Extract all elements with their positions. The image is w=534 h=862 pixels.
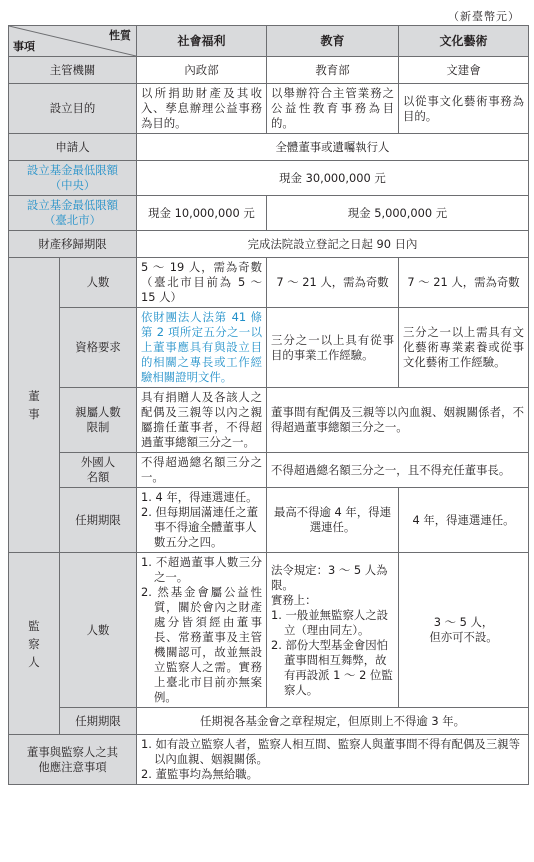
qualification-social: 依財團法人法第 41 條第 2 項所定五分之一以上董事應具有與設立目的相關之專長或工作經驗相關證明文件。 [137, 308, 267, 388]
supervisor-edu-list [271, 608, 394, 698]
purpose-education: 以舉辦符合主管業務之公益性教育事務為目的。 [267, 84, 399, 134]
column-header-education: 教育 [267, 26, 399, 57]
table-row [9, 388, 529, 453]
row-label-foreigners [60, 453, 137, 488]
foreigners-label-line2: 名額 [86, 470, 110, 484]
director-count-culture: 7 ～ 21 人，需為奇數 [399, 258, 529, 308]
foundation-comparison-table [8, 25, 529, 785]
list-item: 2. 然基金會屬公益性質，關於會內之財產處分皆須經由董事長、常務董事及主管機關認可，故並無設立監察人之需。實務上臺北市目前亦無案例。 [141, 585, 262, 704]
supervisor-count-social-list [141, 555, 262, 705]
supervisor-count-education [267, 553, 399, 708]
table-row [9, 161, 529, 196]
relatives-label-line1: 親屬人數 [75, 405, 121, 419]
supervisors-label-char1: 監 [28, 618, 40, 633]
min-fund-taipei-label-line2: （臺北市） [44, 213, 101, 227]
notes-value [137, 735, 529, 785]
row-label-qualification: 資格要求 [60, 308, 137, 388]
director-term-social-list [141, 490, 262, 550]
authority-education: 教育部 [267, 57, 399, 84]
currency-unit-note: （新臺幣元） [448, 10, 520, 23]
table-row [9, 231, 529, 258]
relatives-social: 具有捐贈人及各該人之配偶及三親等以內之親屬擔任董事者，不得超過董事總額三分之一。 [137, 388, 267, 453]
min-fund-central-label-line2: （中央） [49, 178, 96, 192]
row-label-supervisor-count: 人數 [60, 553, 137, 708]
foreigners-other: 不得超過總名額三分之一，且不得充任董事長。 [267, 453, 529, 488]
table-row [9, 453, 529, 488]
row-label-applicant: 申請人 [9, 134, 137, 161]
min-fund-taipei-other: 現金 5,000,000 元 [267, 196, 529, 231]
min-fund-taipei-label-line1: 設立基金最低限額 [26, 198, 119, 212]
corner-nature-label: 性質 [109, 29, 131, 42]
list-item: 1. 4 年，得連選連任。 [141, 490, 258, 504]
relatives-other: 董事間有配偶及三親等以內血親、姻親關係者，不得超過董事總額三分之一。 [267, 388, 529, 453]
transfer-value: 完成法院設立登記之日起 90 日內 [137, 231, 529, 258]
group-label-supervisors [9, 553, 60, 735]
notes-list [141, 737, 524, 782]
director-term-education: 最高不得逾 4 年，得連選連任。 [267, 488, 399, 553]
director-count-education: 7 ～ 21 人，需為奇數 [267, 258, 399, 308]
qualification-culture: 三分之一以上需具有文化藝術專業素養或從事文化藝術工作經驗。 [399, 308, 529, 388]
directors-label-char2: 事 [28, 407, 40, 421]
list-item: 2. 部份大型基金會因怕董事間相互舞弊，故有再設派 1 ～ 2 位監察人。 [271, 637, 393, 697]
row-label-director-term: 任期期限 [60, 488, 137, 553]
table-row [9, 735, 529, 785]
foreigners-social: 不得超過總名額三分之一。 [137, 453, 267, 488]
supervisors-label-char3: 人 [28, 654, 40, 669]
relatives-label-line2: 限制 [86, 420, 110, 434]
table-row [9, 134, 529, 161]
row-label-purpose: 設立目的 [9, 84, 137, 134]
group-label-directors [9, 258, 60, 553]
table-row [9, 553, 529, 708]
list-item: 2. 但每期屆滿連任之董事不得逾全體董事人數五分之四。 [141, 505, 259, 549]
corner-header-cell [9, 26, 137, 57]
table-row [9, 84, 529, 134]
column-header-social-welfare: 社會福利 [137, 26, 267, 57]
table-row [9, 258, 529, 308]
table-row [9, 196, 529, 231]
list-item: 2. 董監事均為無給職。 [141, 767, 259, 781]
directors-label-char1: 董 [28, 389, 40, 403]
corner-item-label: 事項 [13, 40, 35, 53]
list-item: 1. 不超過董事人數三分之一。 [141, 555, 262, 584]
notes-label-line1: 董事與監察人之其 [26, 744, 119, 759]
applicant-value: 全體董事或遺囑執行人 [137, 134, 529, 161]
row-label-supervisor-term: 任期期限 [60, 708, 137, 735]
supervisor-culture-line1: 3 ～ 5 人， [433, 615, 494, 629]
director-term-social [137, 488, 267, 553]
supervisor-edu-legal: 法令規定：3 ～ 5 人為限。 [271, 562, 388, 592]
qualification-education: 三分之一以上具有從事目的事業工作經驗。 [267, 308, 399, 388]
table-row [9, 308, 529, 388]
list-item: 1. 一般並無監察人之設立（理由同左）。 [271, 607, 389, 637]
supervisor-culture-line2: 但亦可不設。 [429, 630, 498, 644]
supervisor-count-social [137, 553, 267, 708]
director-count-social: 5 ～ 19 人，需為奇數（臺北市目前為 5 ～ 15 人） [137, 258, 267, 308]
foreigners-label-line1: 外國人 [80, 455, 116, 469]
authority-social: 內政部 [137, 57, 267, 84]
table-row [9, 57, 529, 84]
supervisor-edu-practice: 實務上： [271, 592, 317, 607]
table-row [9, 488, 529, 553]
supervisors-label-char2: 察 [28, 636, 40, 651]
purpose-social: 以所捐助財產及其收入、孳息辦理公益事務為目的。 [137, 84, 267, 134]
row-label-authority: 主管機關 [9, 57, 137, 84]
list-item: 1. 如有設立監察人者，監察人相互間、監察人與董事間不得有配偶及三親等以內血親、姻親關係。 [141, 737, 520, 766]
supervisor-count-culture [399, 553, 529, 708]
row-label-min-fund-central [9, 161, 137, 196]
row-label-min-fund-taipei [9, 196, 137, 231]
min-fund-taipei-social: 現金 10,000,000 元 [137, 196, 267, 231]
min-fund-central-value: 現金 30,000,000 元 [137, 161, 529, 196]
min-fund-central-label-line1: 設立基金最低限額 [26, 163, 119, 177]
row-label-transfer: 財產移歸期限 [9, 231, 137, 258]
row-label-relatives [60, 388, 137, 453]
director-term-culture: 4 年，得連選連任。 [399, 488, 529, 553]
purpose-culture: 以從事文化藝術事務為目的。 [399, 84, 529, 134]
row-label-notes [9, 735, 137, 785]
column-header-culture-arts: 文化藝術 [399, 26, 529, 57]
supervisor-term-value: 任期視各基金會之章程規定，但原則上不得逾 3 年。 [137, 708, 529, 735]
row-label-director-count: 人數 [60, 258, 137, 308]
table-row [9, 708, 529, 735]
header-row [9, 26, 529, 57]
authority-culture: 文建會 [399, 57, 529, 84]
notes-label-line2: 他應注意事項 [38, 759, 107, 774]
